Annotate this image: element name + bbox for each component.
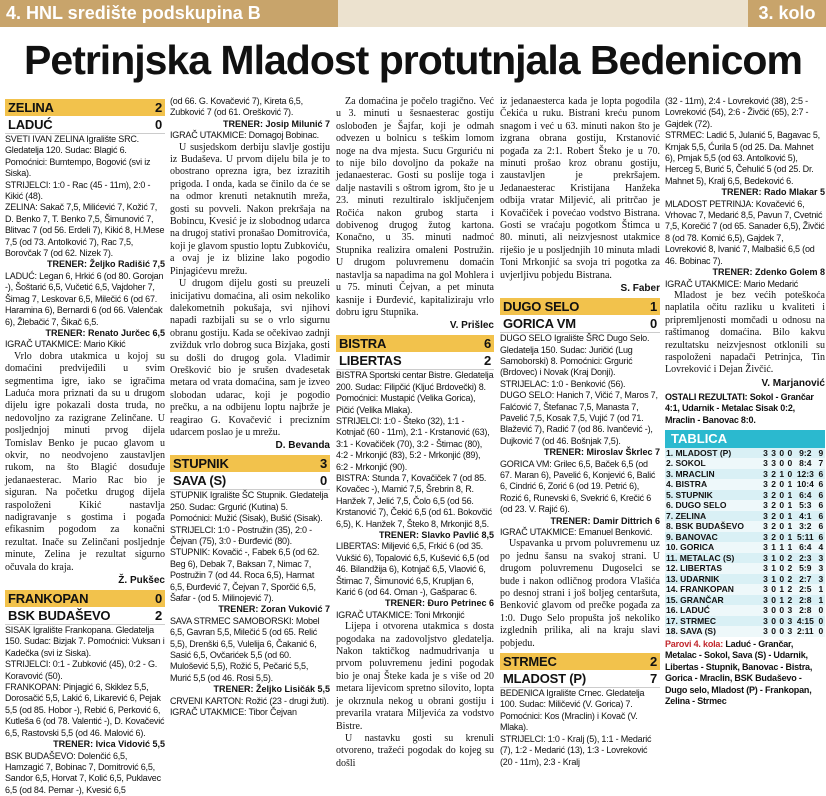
home-score: 1 [650, 299, 657, 314]
stat-cell: 2:8 [794, 605, 817, 616]
stat-cell: 7 [817, 458, 825, 469]
away-score: 2 [155, 608, 162, 623]
stat-cell: 3 [770, 458, 778, 469]
coach-away: TRENER: Damir Dittrich 6 [500, 516, 660, 527]
coach-away: TRENER: Đuro Petrinec 6 [336, 598, 494, 609]
match-report: Lijepa i otvorena utakmica s dosta pogodaka na zadovoljstvo gledatelja. Nakon taktičkog nadmudrivanja u prvom poluvremenu jedini pogodak bio je onaj Šteke kada je s više od 20 metara lijevicom spretno silovito, lopta je okrznula nekog u obrani gostiju i prevarila vratara Miljevića za vodstvo Bistre. U nastavku gosti su krenuli otvoreno, tražeći pogodak do kojeg su došli [336, 621, 494, 770]
stat-cell: 4 [817, 542, 825, 553]
stat-cell: 2 [786, 553, 794, 564]
player-of-match: IGRAČ UTAKMICE: Domagoj Bobinac. [170, 130, 330, 141]
away-team-row [336, 352, 494, 370]
table-row [665, 469, 825, 480]
match-header [336, 335, 494, 370]
lineup-home: DUGO SELO: Hanich 7, Vičić 7, Maros 7, Falćović 7, Štefanac 7,5, Manasta 7, Pavelić 7,5, Kosak 7,5, Vujić 7 (od 71. Blažević 7), Radić 7 (od 86. Ivančević -), Dujković 7 (od 46. Bošnjak 7,5). [500, 390, 660, 447]
standings-table [665, 448, 825, 637]
stat-cell: 1 [770, 563, 778, 574]
team-cell: 1. MLADOST (P) [665, 448, 761, 459]
stat-cell: 0 [778, 563, 786, 574]
stat-cell: 2 [770, 521, 778, 532]
stat-cell: 6:4 [794, 490, 817, 501]
stat-cell: 2 [770, 479, 778, 490]
match-info: BEDENICA Igralište Crnec. Gledatelja 100. Sudac: Miličević (V. Gorica) 7. Pomoćnici: Kos (Mraclin) i Kovač (V. Mlaka). [500, 688, 660, 734]
stat-cell: 1 [778, 595, 786, 606]
lineup-away: GORICA VM: Grilec 6,5, Baček 6,5 (od 67. Maran 6), Pavelić 6, Konjević 6, Balić 6, Cindrić 6, Zorić 6 (od 19. Petrić 6), Rozić 6, Runevski 6, Svekrić 6, Krečić 6 (od 23. V. Rajić 6). [500, 459, 660, 516]
away-score: 2 [484, 353, 491, 368]
match-report: Vrlo dobra utakmica u kojoj su domaćini predvijeđili u svim segmentima igre, iako se igračima Laduća mora priznati da su u drugom dijelu igre pokazali dosta truda, no nedovoljno za razigrane Zelinčane. U posljednjoj minuti prvog dijela Tomislav Benko je pucao glavom u okvir, no neodvojeno zaustavljen rukom, na što Blagić dosuđuje jedanaesterac. Mario Rac bio je siguran. Na početku drugog dijela raspoloženi Kikić nastavlja nadigravanje s gostima i pogađa efikasnim pogodom za konačni rezultat. Inače su Zelinčani posljednje minute, Zelina je rezultat sigurno očuvala do kraja. [5, 351, 165, 574]
home-team: ZELINA [8, 100, 54, 115]
stat-cell: 1 [817, 595, 825, 606]
author: D. Bevanda [170, 439, 330, 452]
away-team: LIBERTAS [339, 353, 401, 368]
stat-cell: 0 [778, 532, 786, 543]
match-report: Uspavanka u prvom poluvremenu uz po jednu šansu na svakoj strani. U drugom poluvremenu Dugoselci se bude i nakon odličnog prodora Vlašića po desnoj strani i još boljeg centaršuta, Benković glavom od prečke pogađa za 1:0. Dugo Selo propušta još nekoliko izglednih prilika, ali na kraju slavi pobjedu. [500, 538, 660, 650]
lineup-away: MLADOST PETRINJA: Kovačević 6, Vrhovac 7, Medarić 8,5, Pavun 7, Cvetnić 7,5, Korečić 7 (od 65. Sanader 6,5), Živčić 8 (od 78. Komić 6,5), Gajdek 7, Lovreković 8, Ivanić 7, Malbašić 6,5 (od 46. Bobinac 7). [665, 199, 825, 267]
home-team-row [5, 99, 165, 116]
stat-cell: 3 [761, 500, 769, 511]
home-score: 2 [650, 654, 657, 669]
away-team: GORICA VM [503, 316, 576, 331]
lineup-continued: (od 66. G. Kovačević 7), Kireta 6,5, Zubković 7 (od 61. Orešković 7). [170, 96, 330, 119]
table-row [665, 458, 825, 469]
lineup-home: STRMEC: Ladić 5, Julanić 5, Bagavac 5, Krnjak 5,5, Ćurila 5 (od 25. Da. Mahnet 6), Prnjak 5,5 (od 63. Antolković 5), Herceg 5, Burić 5, Čehulić 5 (od 25. Dr. Mahnet 5), Kralj 6,5, Bedeković 6. [665, 130, 825, 187]
scorers: STRIJELCI: 1:0 - Šteko (32), 1:1 - Kotnjač (60 - 11m), 2:1 - Krstanović (63), 3:1 - Kovačiček (70), 3:2 - Štimac (80), 4:2 - Mrkonjić (83), 5:2 - Mrkonjić (89), 6:2 - Mrkonjić (90). [336, 416, 494, 473]
coach-home: TRENER: Slavko Pavlić 8,5 [336, 530, 494, 541]
stat-cell: 0 [778, 553, 786, 564]
home-score: 6 [484, 336, 491, 351]
stat-cell: 6 [817, 469, 825, 480]
next-round [665, 639, 825, 707]
stat-cell: 0 [778, 616, 786, 627]
stat-cell: 6 [817, 490, 825, 501]
team-cell: 18. SAVA (S) [665, 626, 761, 637]
table-row [665, 542, 825, 553]
stat-cell: 1 [786, 521, 794, 532]
stat-cell: 1 [786, 490, 794, 501]
table-row [665, 605, 825, 616]
home-team-row [170, 455, 330, 472]
stat-cell: 3 [817, 574, 825, 585]
scorers: STRIJELCI: 0:1 - Zubković (45), 0:2 - G. Koravović (50). [5, 659, 165, 682]
away-team-row [500, 315, 660, 333]
coach-home: TRENER: Miroslav Škrlec 7 [500, 447, 660, 458]
stat-cell: 0 [778, 500, 786, 511]
scorers-continued: (32 - 11m), 2:4 - Lovreković (38), 2:5 - Lovreković (54), 2:6 - Živčić (65), 2:7 - Gajdek (72). [665, 96, 825, 130]
stat-cell: 0 [778, 521, 786, 532]
match-info: BISTRA Sportski centar Bistre. Gledatelja 200. Sudac: Filipčić (Kljuć Brdovečki) 8. Pomoćnici: Mustapić (Velika Gorica), Pičić (Velika Mlaka). [336, 370, 494, 416]
home-team-row [500, 298, 660, 315]
stat-cell: 5:3 [794, 500, 817, 511]
stat-cell: 0 [778, 511, 786, 522]
team-cell: 15. GRANČAR [665, 595, 761, 606]
team-cell: 2. SOKOL [665, 458, 761, 469]
team-cell: 5. STUPNIK [665, 490, 761, 501]
stat-cell: 0 [786, 458, 794, 469]
stat-cell: 1 [786, 500, 794, 511]
stat-cell: 0 [778, 605, 786, 616]
stat-cell: 0 [778, 574, 786, 585]
team-cell: 8. BSK BUDAŠEVO [665, 521, 761, 532]
stat-cell: 3 [761, 626, 769, 637]
team-cell: 17. STRMEC [665, 616, 761, 627]
stat-cell: 2 [770, 532, 778, 543]
stat-cell: 6 [817, 532, 825, 543]
stat-cell: 0 [770, 616, 778, 627]
team-cell: 14. FRANKOPAN [665, 584, 761, 595]
scorers: STRIJELCI: 1:0 - Rac (45 - 11m), 2:0 - Kikić (48). [5, 180, 165, 203]
stat-cell: 2 [770, 500, 778, 511]
away-team: BSK BUDAŠEVO [8, 608, 110, 623]
stat-cell: 4:1 [794, 511, 817, 522]
stat-cell: 0 [786, 469, 794, 480]
away-team-row [5, 116, 165, 134]
stat-cell: 1 [817, 584, 825, 595]
table-row [665, 574, 825, 585]
column-4 [500, 96, 660, 704]
stat-cell: 0 [770, 595, 778, 606]
match-header [170, 455, 330, 490]
stat-cell: 12:3 [794, 469, 817, 480]
home-team: BISTRA [339, 336, 386, 351]
match-report: Mladost je bez većih poteškoća naplatila očitu razliku u kvaliteti i pripremljenosti momčadi u odnosu na raštimanog domaćina. Bilo kakvu rezultatsku neizvjesnost otklonili su raspoloženi napadači Petrinjca, Tin Lovreković i Dejan Živčić. [665, 290, 825, 377]
home-score: 3 [320, 456, 327, 471]
table-row [665, 490, 825, 501]
team-cell: 11. METALAC (S) [665, 553, 761, 564]
round-label: 3. kolo [748, 0, 826, 27]
home-team: STUPNIK [173, 456, 229, 471]
stat-cell: 1 [770, 553, 778, 564]
stat-cell: 3:2 [794, 521, 817, 532]
away-score: 7 [650, 671, 657, 686]
table-row [665, 479, 825, 490]
table-row [665, 626, 825, 637]
stat-cell: 2:5 [794, 584, 817, 595]
stat-cell: 3 [761, 448, 769, 459]
stat-cell: 1 [770, 542, 778, 553]
stat-cell: 9:2 [794, 448, 817, 459]
stat-cell: 1 [786, 542, 794, 553]
stat-cell: 0 [817, 605, 825, 616]
author: Ž. Pukšec [5, 574, 165, 587]
stat-cell: 3 [786, 605, 794, 616]
stat-cell: 1 [786, 511, 794, 522]
stat-cell: 0 [786, 448, 794, 459]
coach-away: TRENER: Renato Jurčec 6,5 [5, 328, 165, 339]
author: V. Marjanović [665, 377, 825, 390]
stat-cell: 3 [761, 511, 769, 522]
match-report: U susjedskom derbiju slavlje gostiju iz Budaševa. U prvom dijelu bila je to obostrano oprezna igra, bez izrazitih prigoda. I onda, kada se činilo da će se na odmor krenuti netaknutih mreža, gosti su povveli. Nakon prekršaja na Bobincu, Kvesić je iz slobodnog udarca na drugoj stativi pronašao Domitrovića, koji je glavom spustio loptu Zubkoviću, a ovaj je iz blizine lako pogodio Pinjagićevu mrežu. U drugom dijelu gosti su preuzeli inicijativu domaćina, ali osim nekoliko dalekometnih pokušaja, svi njihovi napadi razbijali su se o vrlo sigurnu obranu gostiju. Kada se očekivao zadnji zvižduk vrlo dobrog suca Bizjaka, gosti su došli do drugog gola. Vladimir Orešković bio je srušen dvadesetak metara od vrata domaćina, sam je izveo slobodan udarac, koji je pogodio prečku, a na odbijenu loptu najbrže je reagirao G. Kovačević i precizním udarcem poslao je u mrežu. [170, 142, 330, 440]
stat-cell: 1 [770, 574, 778, 585]
table-row [665, 521, 825, 532]
stat-cell: 3 [817, 553, 825, 564]
match-report: Za domaćina je počelo tragično. Već u 3. minuti u šesnaesterac gostiju oslobođen je Šajfar, koji je odmah odvezen u bolnicu s teškim lomom noge na dva mjesta. Sucu Grguriću ni to nije bilo dovoljno da pokaže na jedanaesterac. Gosti su poslije toga i dalje nastavili s oštrom igrom, što je u 23. minuti rezultiralo isključenjem Ročića nakon grubog starta i dobivenog drugog žutog kartona. Konačno, u 35. minuti nadmoć Stupnika realizira omaleni Postružin. U drugom poluvremenu domaćin nastavlja sa napadima na gol Mohlera i u 75. minuti Čejvan, a pet minuta kasnije i Đurđević, kapitaliziraju vrlo dobru igru Stupnika. [336, 96, 494, 319]
table-row [665, 448, 825, 459]
stat-cell: 5:9 [794, 563, 817, 574]
stat-cell: 3 [761, 584, 769, 595]
away-team-row [170, 472, 330, 490]
stat-cell: 2:3 [794, 553, 817, 564]
home-team-row [336, 335, 494, 352]
stat-cell: 3 [761, 616, 769, 627]
lineup-home: BISTRA: Stunda 7, Kovačiček 7 (od 85. Kovačec -), Mamić 7,5, Šrebrin 8, R. Hanžek 7, Jelić 7,5, Čolo 6,5 (od 56. Krstanović 7), Čekić 6,5 (od 61. Bokovčić 6,5), K. Hanžek 7, Šteko 8, Mrkonjić 8,5. [336, 473, 494, 530]
stat-cell: 3 [761, 479, 769, 490]
team-cell: 7. ZELINA [665, 511, 761, 522]
home-score: 0 [155, 591, 162, 606]
stat-cell: 2 [786, 584, 794, 595]
stat-cell: 3 [761, 605, 769, 616]
stat-cell: 3 [761, 553, 769, 564]
stat-cell: 3 [786, 626, 794, 637]
stat-cell: 0 [778, 479, 786, 490]
away-team-row [5, 607, 165, 625]
coach-home: TRENER: Rado Mlakar 5 [665, 187, 825, 198]
stat-cell: 0 [770, 605, 778, 616]
stat-cell: 1 [778, 469, 786, 480]
column-3 [336, 96, 494, 704]
stat-cell: 0 [778, 448, 786, 459]
next-round-pairs: Laduć - Grančar, Metalac - Sokol, Sava (S) - Udarnik, Libertas - Stupnik, Banovac - Bistra, Gorica - Mraclin, BSK Budaševo - Dugo selo, Mladost (P) - Frankopan, Zelina - Strmec [665, 639, 812, 706]
stat-cell: 6 [817, 521, 825, 532]
coach-home: TRENER: Zoran Vuković 7 [170, 604, 330, 615]
other-results: OSTALI REZULTATI: Sokol - Grančar 4:1, Udarnik - Metalac Sisak 0:2, Mraclin - Banovac 8:0. [665, 392, 825, 426]
match-report: iz jedanaesterca kada je lopta pogodila Čekića u ruku. Bistrani kreću punom snagom i već u 63. minuti nakon što je izgrana obrana gostiju, Krstanović pogađa za 2:1. Robert Šteko je u 70. minuti prošao kroz obranu gostiju, zaustavljen je prekršajem. Jedanaesterac Kristijana Hanžeka odbija vratar Miljević, ali pritrčao je Kovačiček i povećao vodstvo Bistrana. Gosti se vraćaju pogotkom Štimca u 80. minuti, ali neizvjesnost utakmice riješio je u posljednjih 10 minuta mladi Toni Mrkonjić sa svoja tri pogotka za uvjerljivu pobjedu Bistrana. [500, 96, 660, 282]
coach-home: TRENER: Ivica Vidović 5,5 [5, 739, 165, 750]
stat-cell: 3 [761, 532, 769, 543]
stat-cell: 1 [778, 584, 786, 595]
stat-cell: 6 [817, 500, 825, 511]
stat-cell: 3 [761, 595, 769, 606]
team-cell: 13. UDARNIK [665, 574, 761, 585]
table-row [665, 563, 825, 574]
scorers: STRIJELCI: 1:0 - Kralj (5), 1:1 - Medarić (7), 1:2 - Medarić (13), 1:3 - Lovreković (20 - 11m), 2:3 - Kralj [500, 734, 660, 768]
away-score: 0 [155, 117, 162, 132]
match-info: SVETI IVAN ZELINA Igralište SRC. Gledatelja 120. Sudac: Blagić 6. Pomoćnici: Bumtempo, Bogović (svi iz Siska). [5, 134, 165, 180]
table-row [665, 595, 825, 606]
coach-home: TRENER: Željko Radišić 7,5 [5, 259, 165, 270]
stat-cell: 6 [817, 511, 825, 522]
team-cell: 9. BANOVAC [665, 532, 761, 543]
home-score: 2 [155, 100, 162, 115]
column-1 [5, 96, 165, 704]
match-header [500, 653, 660, 688]
lineup-home: ZELINA: Sakač 7,5, Milićević 7, Kožić 7, D. Benko 7, T. Benko 7,5, Šimunović 7, Blitvac 7 (od 56. Erdeli 7), Kikić 8, H.Mese 7,5 (od 73. Antolković 7), Rac 7,5, Borovčak 7 (od 62. Nizek 7). [5, 202, 165, 259]
stat-cell: 2 [770, 511, 778, 522]
home-team-row [500, 653, 660, 670]
home-team: FRANKOPAN [8, 591, 88, 606]
stat-cell: 9 [817, 448, 825, 459]
team-cell: 16. LADUĆ [665, 605, 761, 616]
stat-cell: 8:4 [794, 458, 817, 469]
player-of-match: IGRAČ UTAKMICE: Mario Medarić [665, 279, 825, 290]
table-row [665, 532, 825, 543]
away-score: 0 [650, 316, 657, 331]
table-row [665, 511, 825, 522]
headline: Petrinjska Mladost protutnjala Bedenicom [0, 33, 826, 87]
match-header [500, 298, 660, 333]
stat-cell: 6:4 [794, 542, 817, 553]
stat-cell: 0 [817, 616, 825, 627]
lineup-away: LADUĆ: Legan 6, Hrkić 6 (od 80. Gorojan -), Šoštarić 6,5, Vučetić 6,5, Vajdoher 7, Šimag 7, Leskovar 6,5, Milečić 6 (od 67. Haramina 6), Bernardi 6 (od 66. Valenčak 6), Žlebačić 7, Šikač 6,5. [5, 271, 165, 328]
stat-cell: 0 [778, 458, 786, 469]
player-of-match: IGRAČ UTAKMICE: Mario Kikić [5, 339, 165, 350]
away-team: LADUĆ [8, 117, 53, 132]
match-info: DUGO SELO Igralište ŠRC Dugo Selo. Gledatelja 150. Sudac: Juričić (Lug Samoborski) 8. Pomoćnici: Grgurić (Brdovec) i Novak (Kraj Donji). [500, 333, 660, 379]
coach-away: TRENER: Zdenko Golem 8 [665, 267, 825, 278]
away-team: MLADOST (P) [503, 671, 586, 686]
stat-cell: 6 [817, 479, 825, 490]
table-row [665, 584, 825, 595]
stat-cell: 3 [761, 542, 769, 553]
player-of-match: IGRAČ UTAKMICE: Emanuel Benković. [500, 527, 660, 538]
match-info: STUPNIK Igralište ŠC Stupnik. Gledatelja 250. Sudac: Grgurić (Kutina) 5. Pomoćnici: Mužić (Sisak), Bušić (Sisak). [170, 490, 330, 524]
stat-cell: 0 [778, 626, 786, 637]
stat-cell: 3 [817, 563, 825, 574]
team-cell: 10. GORICA [665, 542, 761, 553]
stat-cell: 0 [770, 584, 778, 595]
home-team-row [5, 590, 165, 607]
stat-cell: 2 [786, 574, 794, 585]
stat-cell: 3 [786, 616, 794, 627]
column-5 [665, 96, 825, 704]
table-title: TABLICA [665, 430, 825, 448]
stat-cell: 2:11 [794, 626, 817, 637]
author: S. Faber [500, 282, 660, 295]
stat-cell: 2 [786, 595, 794, 606]
table-row [665, 500, 825, 511]
red-card: CRVENI KARTON: Rožić (23 - drugi žuti). [170, 696, 330, 707]
stat-cell: 3 [761, 469, 769, 480]
lineup-away: LIBERTAS: Miljević 6,5, Frkić 6 (od 35. Vukšić 6), Topalović 6,5, Kušević 6,5 (od 46. Bilandžija 6), Kotnjač 6,5, Vlaović 6, Štimac 7, Šimunović 6,5, Krupljan 6, Karić 6 (od 64. Oman -), Gašparac 6. [336, 541, 494, 598]
stat-cell: 10:4 [794, 479, 817, 490]
coach-away: TRENER: Željko Lisičák 5,5 [170, 684, 330, 695]
stat-cell: 3 [761, 574, 769, 585]
stat-cell: 0 [817, 626, 825, 637]
home-team: DUGO SELO [503, 299, 579, 314]
stat-cell: 0 [770, 626, 778, 637]
lineup-away: BSK BUDAŠEVO: Dolenčić 6,5, Hamzagić 7, Bobinac 7, Domitrović 6,5, Sandor 6,5, Horvat 7, Kolić 6,5, Puklavec 6,5 (od 84. Pemar -), Kvesić 6,5 [5, 751, 165, 796]
stat-cell: 0 [778, 490, 786, 501]
section-title: 4. HNL središte podskupina B [0, 0, 338, 27]
away-team: SAVA (S) [173, 473, 226, 488]
stat-cell: 3 [761, 563, 769, 574]
stat-cell: 1 [778, 542, 786, 553]
team-cell: 3. MRACLIN [665, 469, 761, 480]
team-cell: 6. DUGO SELO [665, 500, 761, 511]
lineup-away: SAVA STRMEC SAMOBORSKI: Mobel 6,5, Gavran 5,5, Milečić 5 (od 65. Relić 5,5), Drenški 6,5, Vulelija 6, Čakanić 6, Sasić 6,5, Ovčarićek 5,5 (od 60. Mulošević 5,5), Rožić 5, Pečarić 5,5, Murić 5,5 (od 46. Rosi 5,5). [170, 616, 330, 684]
table-row [665, 553, 825, 564]
next-round-label: Parovi 4. kola: [665, 639, 723, 649]
stat-cell: 2 [770, 469, 778, 480]
team-cell: 4. BISTRA [665, 479, 761, 490]
team-cell: 12. LIBERTAS [665, 563, 761, 574]
stat-cell: 2 [786, 563, 794, 574]
author: V. Prišlec [336, 319, 494, 332]
stat-cell: 1 [786, 532, 794, 543]
away-team-row [500, 670, 660, 688]
stat-cell: 4:15 [794, 616, 817, 627]
stat-cell: 3 [761, 521, 769, 532]
player-of-match: IGRAČ UTAKMICE: Toni Mrkonjić [336, 610, 494, 621]
column-2 [170, 96, 330, 704]
lineup-home: FRANKOPAN: Pinjagić 6, Skiklez 5,5, Dorosačić 5,5, Lakić 6, Likarević 6, Pejak 5,5 (od 85. Hobor -), Rebić 6, Perković 6, Kutleša 6 (od 78. Valentić -), D. Kovačević 6,5, Rastovski 5,5 (od 46. Malović 6). [5, 682, 165, 739]
stat-cell: 2:7 [794, 574, 817, 585]
stat-cell: 2:8 [794, 595, 817, 606]
stat-cell: 3 [761, 458, 769, 469]
stat-cell: 2 [770, 490, 778, 501]
player-of-match: IGRAČ UTAKMICE: Tibor Čejvan [170, 707, 330, 718]
stat-cell: 3 [761, 490, 769, 501]
match-info: SISAK Igralište Frankopana. Gledatelja 150. Sudac: Bizjak 7. Pomoćnici: Vuksan i Kadečka (svi iz Siska). [5, 625, 165, 659]
home-team: STRMEC [503, 654, 557, 669]
stat-cell: 5:11 [794, 532, 817, 543]
table-row [665, 616, 825, 627]
match-header [5, 590, 165, 625]
coach-away: TRENER: Josip Milunić 7 [170, 119, 330, 130]
match-header [5, 99, 165, 134]
scorers: STRIJELAC: 1:0 - Benković (56). [500, 379, 660, 390]
stat-cell: 3 [770, 448, 778, 459]
stat-cell: 1 [786, 479, 794, 490]
away-score: 0 [320, 473, 327, 488]
lineup-home: STUPNIK: Kovačić -, Fabek 6,5 (od 62. Beg 6), Debak 7, Baksan 7, Nimac 7, Postružin 7 (od 44. Roca 6,5), Harmat 6,5, Đurđević 7, Čejvan 7, Sporčić 6,5, Šafar - (od 5. Milinojević 7). [170, 547, 330, 604]
scorers: STRIJELCI: 1:0 - Postružin (35), 2:0 - Čejvan (75), 3:0 - Đurđević (80). [170, 525, 330, 548]
